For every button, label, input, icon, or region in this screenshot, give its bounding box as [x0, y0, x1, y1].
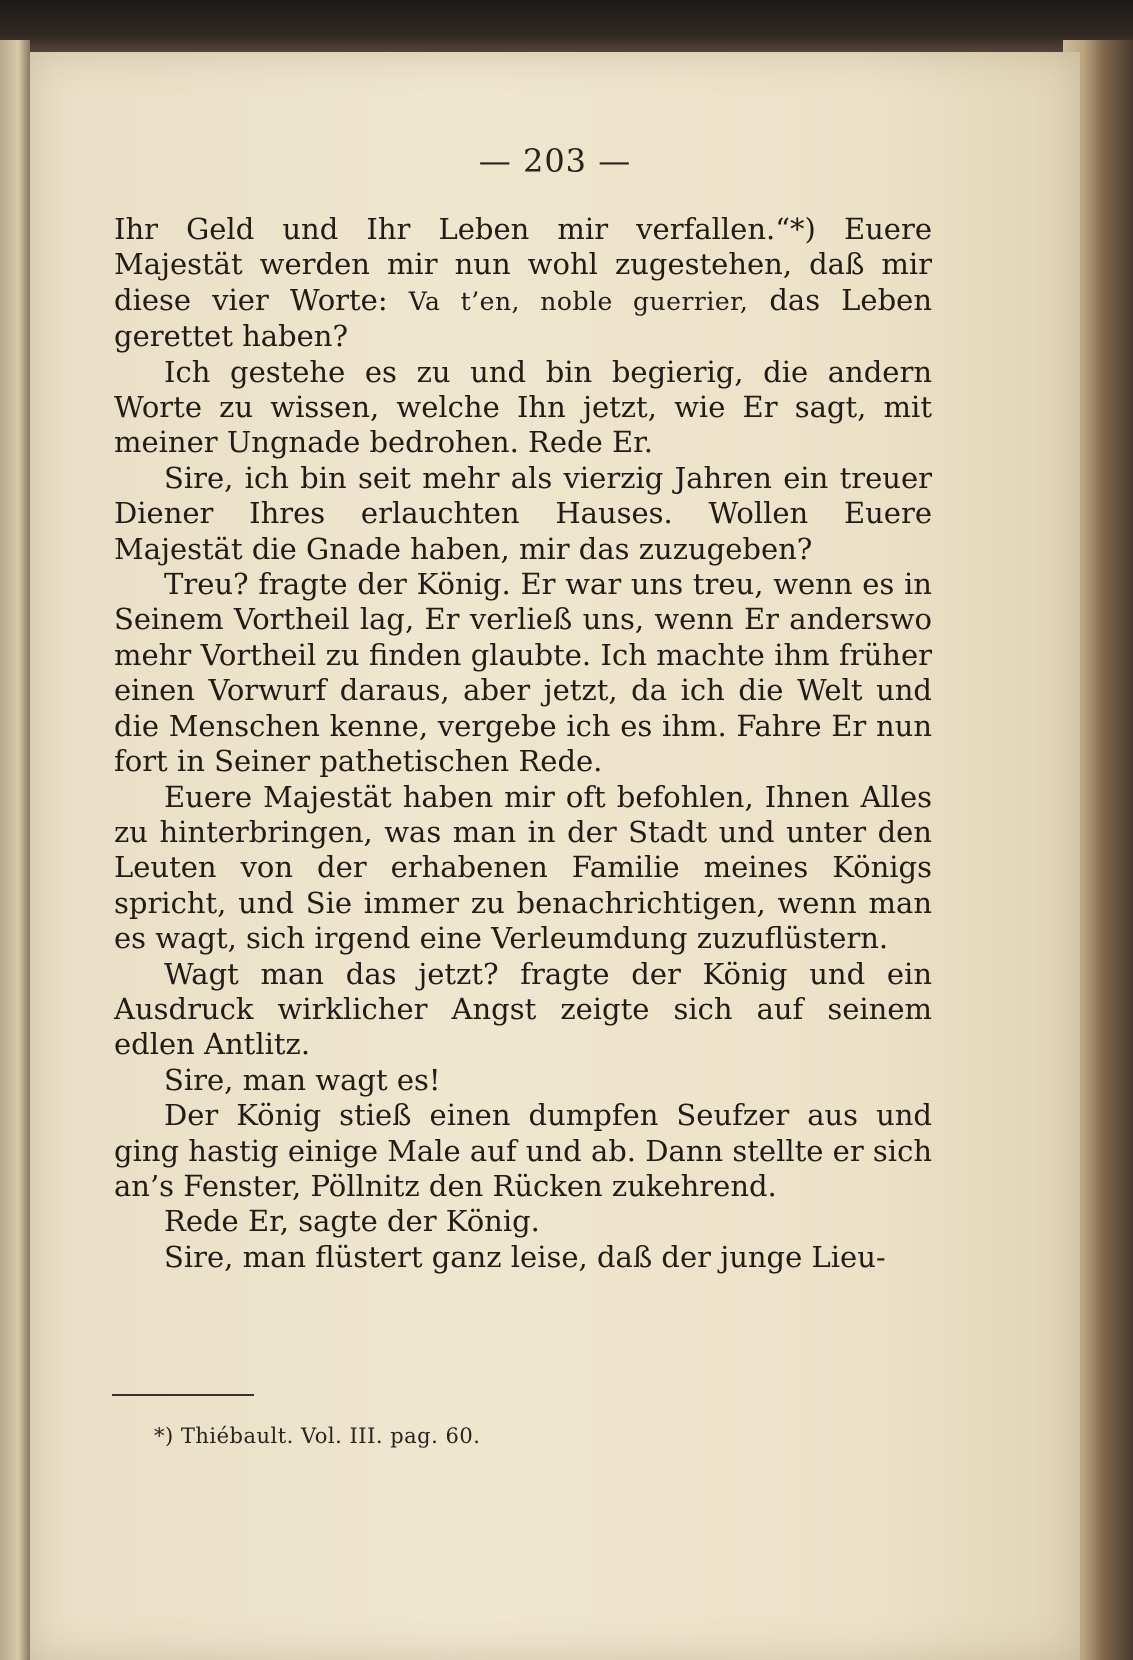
footnote: *) Thiébault. Vol. III. pag. 60. — [154, 1424, 481, 1448]
book-page — [30, 52, 1080, 1660]
french-quote: Va t’en, noble guerrier, — [408, 286, 749, 316]
paragraph-1 — [114, 212, 932, 355]
paragraph-10: Sire, man flüstert ganz leise, daß der junge Lieu- — [164, 1239, 886, 1274]
paragraph-3: Sire, ich bin seit mehr als vierzig Jahren ein treuer Diener Ihres erlauchten Hauses. Wollen Euere Majestät die Gnade haben, mir das zuzugeben? — [114, 460, 932, 566]
paragraph-6: Wagt man das jetzt? fragte der König und ein Ausdruck wirklicher Angst zeigte sich auf seinem edlen Antlitz. — [114, 956, 932, 1062]
adjacent-page-edge — [0, 40, 30, 1660]
paragraph-9: Rede Er, sagte der König. — [164, 1204, 540, 1239]
binding-edge — [0, 0, 1133, 56]
body-text — [114, 212, 932, 1275]
paragraph-7: Sire, man wagt es! — [164, 1062, 441, 1097]
paragraph-4: Treu? fragte der König. Er war uns treu, wenn es in Seinem Vortheil lag, Er verließ uns, wenn Er anderswo mehr Vortheil zu finden glaubte. Ich machte ihm früher einen Vorwurf daraus, aber jetzt, da ich die Welt und die Menschen kenne, vergebe ich es ihm. Fahre Er nun fort in Seiner pathetischen Rede. — [114, 567, 932, 779]
page-number: — 203 — — [478, 142, 632, 180]
paragraph-2: Ich gestehe es zu und bin begierig, die andern Worte zu wissen, welche Ihn jetzt, wie Er sagt, mit meiner Ungnade bedrohen. Rede Er. — [114, 354, 932, 460]
paragraph-8: Der König stieß einen dumpfen Seufzer aus und ging hastig einige Male auf und ab. Dann stellte er sich an’s Fenster, Pöllnitz den Rücken zukehrend. — [114, 1098, 932, 1203]
paragraph-1-text-end: das Leben gerettet haben? — [114, 282, 932, 354]
footnote-divider — [112, 1394, 254, 1396]
paragraph-1-text-start: Ihr Geld und Ihr Leben mir verfallen.“*) Euere Majestät werden mir nun wohl zugestehen, daß mir diese vier Worte: — [114, 212, 932, 317]
paragraph-5: Euere Majestät haben mir oft befohlen, Ihnen Alles zu hinterbringen, was man in der Stadt und unter den Leuten von der erhabenen Familie meines Königs spricht, und Sie immer zu benachrichtigen, wenn man es wagt, sich irgend eine Verleumdung zuzuflüstern. — [114, 779, 932, 956]
